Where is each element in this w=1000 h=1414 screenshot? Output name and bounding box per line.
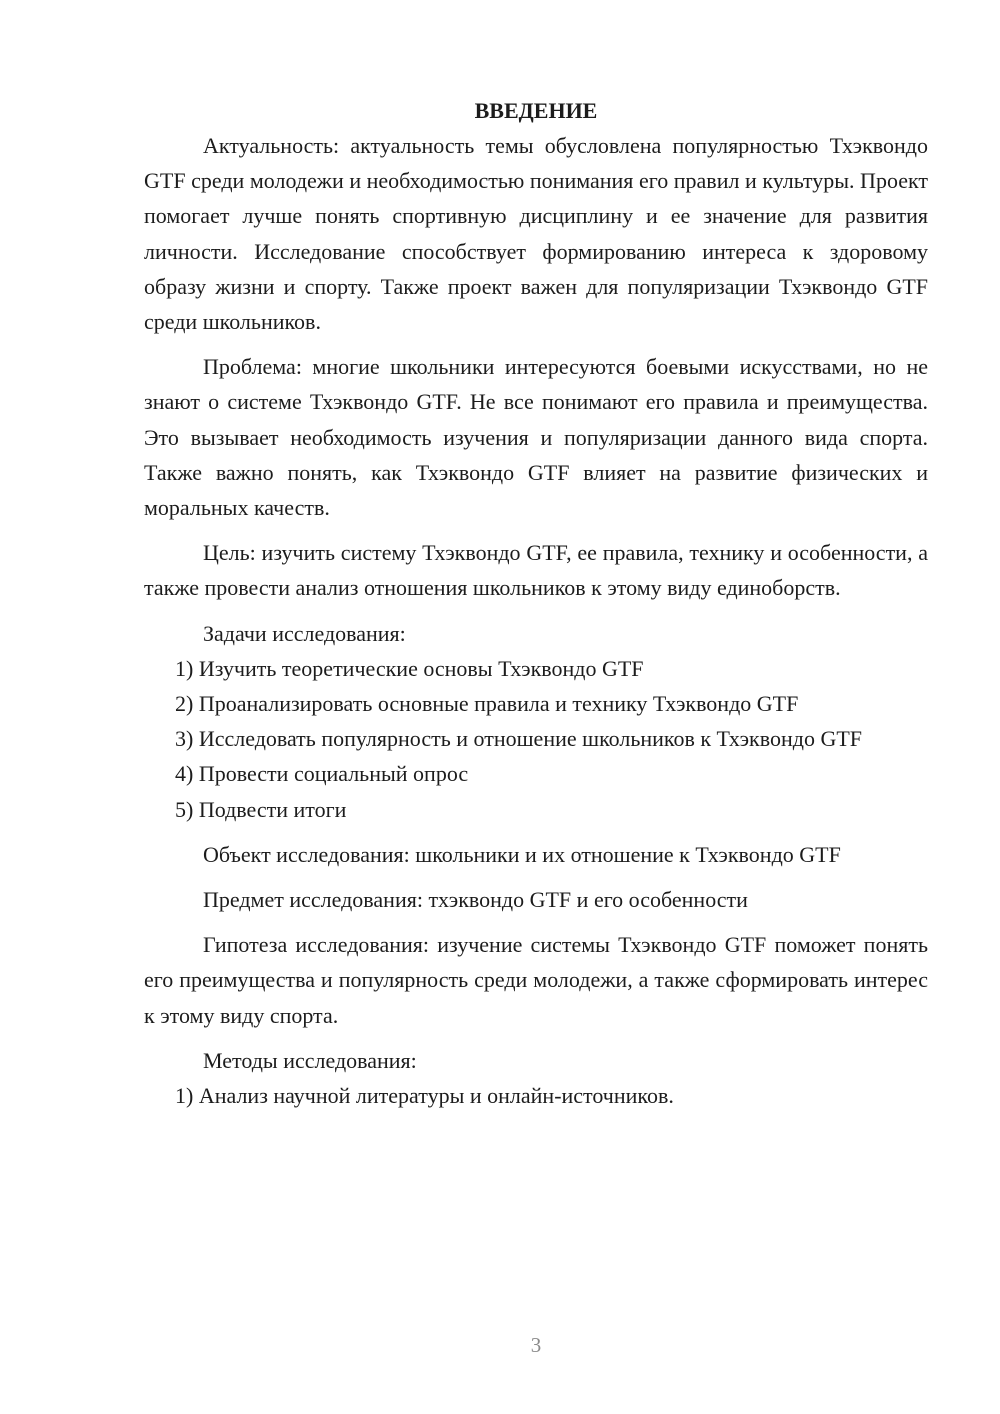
tasks-heading: Задачи исследования:: [203, 620, 406, 646]
page-number: 3: [530, 1333, 542, 1357]
paragraph-relevance: Актуальность: актуальность темы обусловлена популярностью Тхэквондо GTF среди молодежи и необходимостью понимания его правил и культуры. Проект помогает лучше понять спортивную дисциплину и ее значение для развития личности. Исследование способствует формированию интереса к здоровому образу жизни и спорту. Также проект важен для популяризации Тхэквондо GTF среди школьников.: [144, 133, 928, 335]
task-item-3: 3) Исследовать популярность и отношение школьников к Тхэквондо GTF: [175, 726, 863, 752]
paragraph-object: Объект исследования: школьники и их отношение к Тхэквондо GTF: [203, 841, 841, 867]
task-item-2: 2) Проанализировать основные правила и технику Тхэквондо GTF: [175, 691, 799, 717]
task-item-5: 5) Подвести итоги: [175, 796, 347, 822]
task-item-4: 4) Провести социальный опрос: [175, 761, 469, 787]
paragraph-hypothesis: Гипотеза исследования: изучение системы Тхэквондо GTF поможет понять его преимущества и популярность среди молодежи, а также сформировать интерес к этому виду спорта.: [144, 932, 928, 1028]
method-item-1: 1) Анализ научной литературы и онлайн-источников.: [175, 1083, 674, 1109]
methods-heading: Методы исследования:: [203, 1047, 417, 1073]
document-page: [144, 94, 928, 1113]
paragraph-goal: Цель: изучить систему Тхэквондо GTF, ее правила, технику и особенности, а также провести анализ отношения школьников к этому виду единоборств.: [144, 540, 928, 601]
paragraph-problem: Проблема: многие школьники интересуются боевыми искусствами, но не знают о системе Тхэквондо GTF. Не все понимают его правила и преимущества. Это вызывает необходимость изучения и популяризации данного вида спорта. Также важно понять, как Тхэквондо GTF влияет на развитие физических и моральных качеств.: [144, 354, 928, 521]
task-item-1: 1) Изучить теоретические основы Тхэквондо GTF: [175, 655, 644, 681]
section-title: ВВЕДЕНИЕ: [474, 98, 598, 123]
paragraph-subject: Предмет исследования: тхэквондо GTF и его особенности: [203, 887, 748, 913]
